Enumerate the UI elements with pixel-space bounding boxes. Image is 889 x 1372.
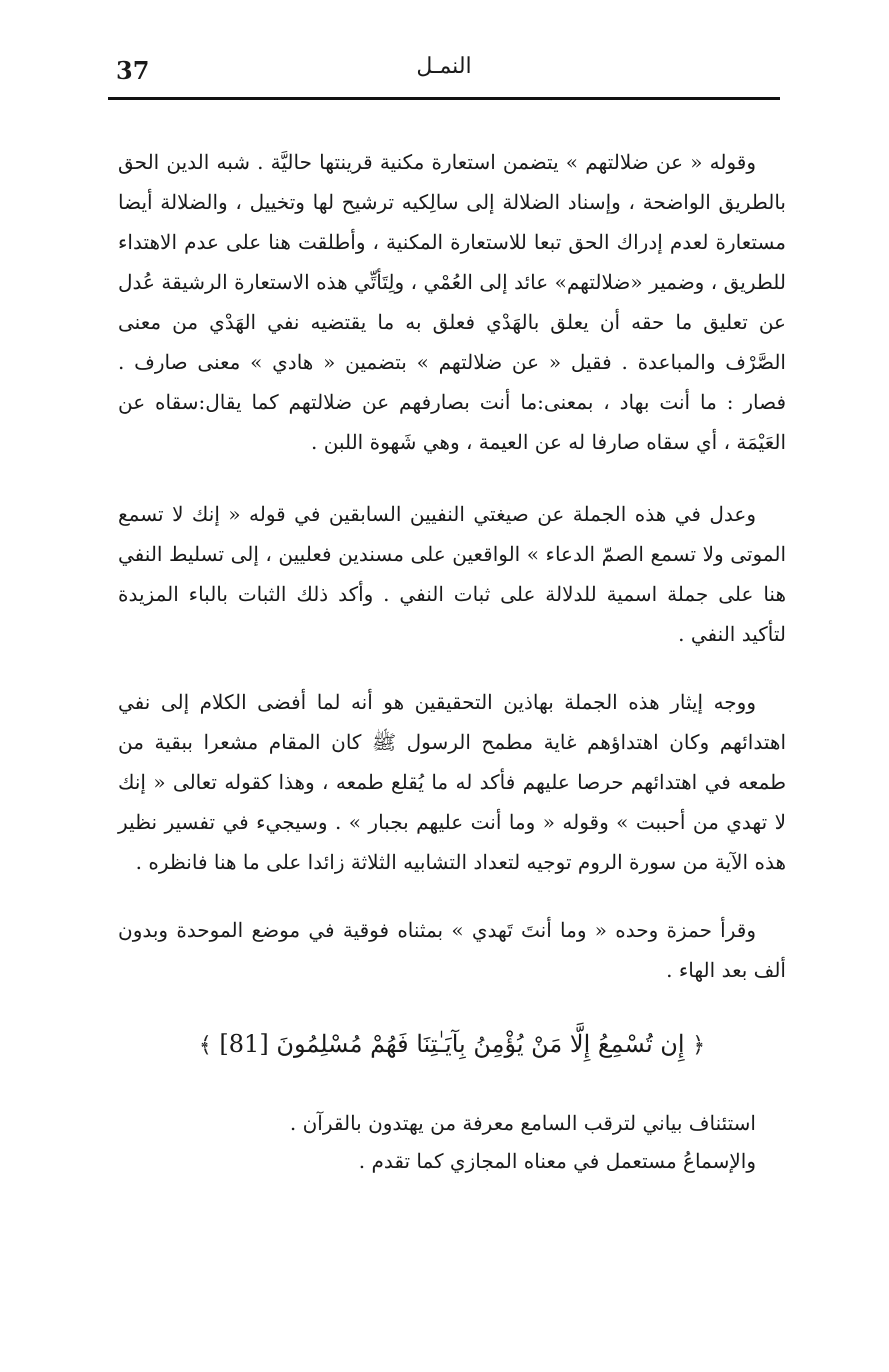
paragraph-nominal-negation: وعدل في هذه الجملة عن صيغتي النفيين السابقين في قوله « إنك لا تسمع الموتى ولا تسمع الصمّ الدعاء » الواقعين على مسندين فعليين ، إلى تسليط النفي هنا على جملة اسمية للدلالة على ثبات النفي . وأكد ذلك الثبات بالباء المزيدة لتأكيد النفي . <box>118 502 786 646</box>
running-title: النمـل <box>416 54 472 79</box>
verse-open-bracket: ﴿ <box>692 1033 706 1058</box>
page-header <box>108 52 780 100</box>
tafsir-line: والإسماعُ مستعمل في معناه المجازي كما تقدم . <box>358 1149 756 1173</box>
page-number: 37 <box>116 56 150 85</box>
verse-number: [81] <box>219 1030 269 1058</box>
header-rule <box>108 97 780 100</box>
paragraph-emphasis-reason: ووجه إيثار هذه الجملة بهاذين التحقيقين هو أنه لما أفضى الكلام إلى نفي اهتدائهم وكان اهتداؤهم غاية مطمح الرسول ﷺ كان المقام مشعرا ببقية من طمعه في اهتدائهم حرصا عليهم فأكد له ما يُقلع طمعه ، وهذا كقوله تعالى « إنك لا تهدي من أحببت » وقوله « وما أنت عليهم بجبار » . وسيجيء في تفسير نظير هذه الآية من سورة الروم توجيه لتعداد التشابيه الثلاثة زائدا على ما هنا فانظره . <box>118 690 786 874</box>
quran-verse <box>118 1022 786 1068</box>
page-body <box>118 142 786 1180</box>
verse-text: إِن تُسْمِعُ إِلَّا مَنْ يُؤْمِنُ بِآيَـٰتِنَا فَهُمْ مُسْلِمُونَ <box>276 1030 685 1058</box>
tafsir-line: استئناف بياني لترقب السامع معرفة من يهتدون بالقرآن . <box>289 1111 756 1135</box>
verse-close-bracket: ﴾ <box>198 1033 212 1058</box>
paragraph-hamza-reading: وقرأ حمزة وحده « وما أنتَ تَهدي » بمثناه فوقية في موضع الموحدة وبدون ألف بعد الهاء . <box>118 918 786 982</box>
paragraph-metaphor: وقوله « عن ضلالتهم » يتضمن استعارة مكنية قرينتها حاليَّة . شبه الدين الحق بالطريق الواضحة ، وإسناد الضلالة إلى سالِكيه ترشيح لها وتخييل ، والضلالة أيضا مستعارة لعدم إدراك الحق تبعا للاستعارة المكنية ، وأطلقت هنا على عدم الاهتداء للطريق ، وضمير «ضلالتهم» عائد إلى العُمْي ، ولِتَأتِّي هذه الاستعارة الرشيقة عُدل عن تعليق ما حقه أن يعلق بالهَدْي فعلق به ما يقتضيه نفي الهَدْي من معنى الصَّرْف والمباعدة . فقيل « عن ضلالتهم » بتضمين « هادي » معنى صارف . فصار : ما أنت بهاد ، بمعنى:ما أنت بصارفهم عن ضلالتهم كما يقال:سقاه عن العَيْمَة ، أي سقاه صارفا له عن العيمة ، وهي شَهوة اللبن . <box>118 150 786 454</box>
